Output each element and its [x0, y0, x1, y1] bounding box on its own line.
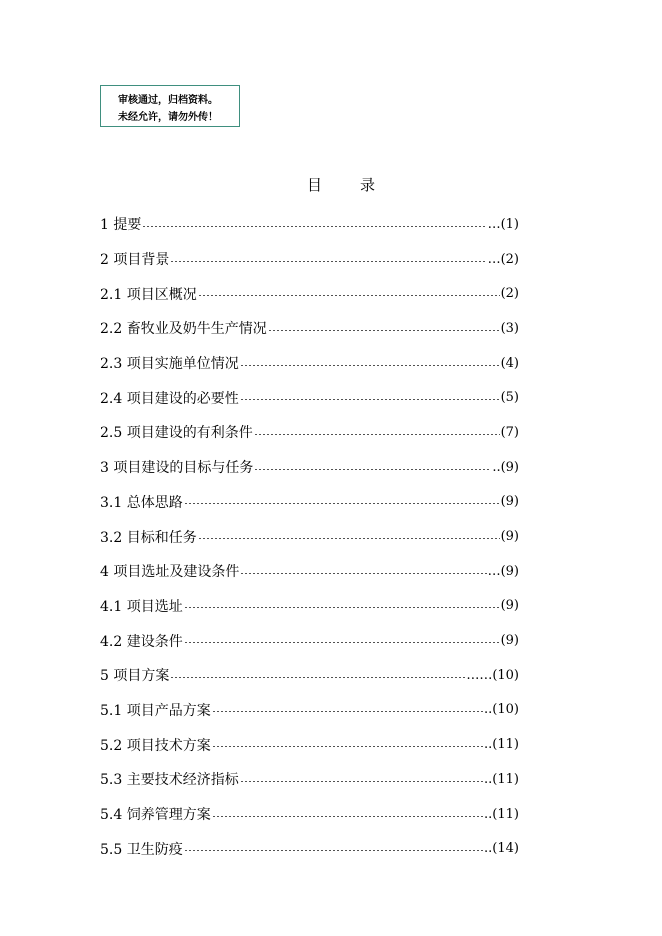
toc-entry-label: 1 提要 — [100, 217, 142, 234]
dot-leader — [184, 642, 500, 643]
toc-entry[interactable] — [100, 380, 519, 415]
dot-leader — [240, 781, 483, 782]
dot-leader — [184, 607, 500, 608]
toc-entry-page: (5) — [500, 390, 519, 406]
notice-line-1: 审核通过，归档资料。 — [118, 95, 218, 106]
toc-entry-page: …(9) — [487, 563, 519, 579]
toc-entry-label: 2.4 项目建设的必要性 — [100, 390, 239, 407]
toc-entry-label: 5.5 卫生防疫 — [100, 841, 183, 858]
toc-entry[interactable] — [100, 207, 519, 242]
toc-title — [0, 174, 662, 195]
dot-leader — [254, 434, 500, 435]
toc-entry[interactable] — [100, 485, 519, 520]
toc-entry-label: 3.1 总体思路 — [100, 494, 183, 511]
toc-entry[interactable] — [100, 554, 519, 589]
toc-entry[interactable] — [100, 762, 519, 797]
toc-entry-label: 2.3 项目实施单位情况 — [100, 356, 239, 373]
toc-entry-page: ..(9) — [492, 459, 519, 475]
dot-leader — [268, 330, 500, 331]
toc-entry-label: 5.3 主要技术经济指标 — [100, 772, 239, 789]
notice-line-2: 未经允许，请勿外传！ — [118, 112, 218, 123]
toc-entry-page: (7) — [500, 424, 519, 440]
toc-entry[interactable] — [100, 727, 519, 762]
table-of-contents — [100, 207, 519, 866]
toc-entry-label: 5.2 项目技术方案 — [100, 737, 211, 754]
toc-entry[interactable] — [100, 658, 519, 693]
toc-entry[interactable] — [100, 589, 519, 624]
toc-entry-label: 5.1 项目产品方案 — [100, 702, 211, 719]
dot-leader — [170, 261, 486, 262]
toc-title-char-1: 目 — [306, 176, 322, 194]
toc-entry[interactable] — [100, 797, 519, 832]
dot-leader — [212, 746, 483, 747]
dot-leader — [198, 538, 500, 539]
dot-leader — [198, 295, 500, 296]
toc-entry-label: 2.5 项目建设的有利条件 — [100, 425, 253, 442]
toc-entry-page: (9) — [500, 633, 519, 649]
toc-entry-page: ..(14) — [484, 841, 519, 857]
toc-entry[interactable] — [100, 242, 519, 277]
toc-entry-label: 5 项目方案 — [100, 668, 170, 685]
toc-entry[interactable] — [100, 415, 519, 450]
dot-leader — [240, 573, 486, 574]
toc-entry-page: (2) — [500, 286, 519, 302]
toc-entry[interactable] — [100, 276, 519, 311]
dot-leader — [142, 226, 486, 227]
approval-notice-box — [100, 85, 240, 127]
toc-entry-label: 4.1 项目选址 — [100, 598, 183, 615]
toc-entry-page: (3) — [500, 320, 519, 336]
toc-entry[interactable] — [100, 311, 519, 346]
toc-entry-label: 2.2 畜牧业及奶牛生产情况 — [100, 321, 267, 338]
dot-leader — [240, 399, 500, 400]
dot-leader — [212, 816, 483, 817]
dot-leader — [212, 711, 483, 712]
toc-entry-page: (9) — [500, 494, 519, 510]
toc-entry-page: ..(11) — [484, 771, 519, 787]
dot-leader — [184, 503, 500, 504]
dot-leader — [184, 850, 483, 851]
toc-entry-page: …(2) — [487, 251, 519, 267]
toc-title-char-2: 录 — [360, 176, 376, 194]
toc-entry[interactable] — [100, 519, 519, 554]
toc-entry[interactable] — [100, 346, 519, 381]
toc-entry-label: 5.4 饲养管理方案 — [100, 807, 211, 824]
toc-entry-label: 3.2 目标和任务 — [100, 529, 197, 546]
dot-leader — [240, 365, 500, 366]
toc-entry[interactable] — [100, 623, 519, 658]
toc-entry[interactable] — [100, 693, 519, 728]
toc-entry-label: 2 项目背景 — [100, 252, 170, 269]
toc-entry-label: 3 项目建设的目标与任务 — [100, 460, 254, 477]
toc-entry-label: 2.1 项目区概况 — [100, 286, 197, 303]
toc-entry-page: ……(10) — [466, 667, 519, 683]
toc-entry-page: (9) — [500, 529, 519, 545]
toc-entry-page: …(1) — [487, 216, 519, 232]
toc-entry-page: ..(11) — [484, 806, 519, 822]
toc-entry[interactable] — [100, 450, 519, 485]
toc-entry-page: (4) — [500, 355, 519, 371]
toc-entry-page: ..(10) — [484, 702, 519, 718]
toc-entry-label: 4 项目选址及建设条件 — [100, 564, 240, 581]
toc-entry-page: ..(11) — [484, 737, 519, 753]
dot-leader — [254, 469, 491, 470]
toc-entry-page: (9) — [500, 598, 519, 614]
dot-leader — [170, 677, 465, 678]
toc-entry[interactable] — [100, 831, 519, 866]
toc-entry-label: 4.2 建设条件 — [100, 633, 183, 650]
